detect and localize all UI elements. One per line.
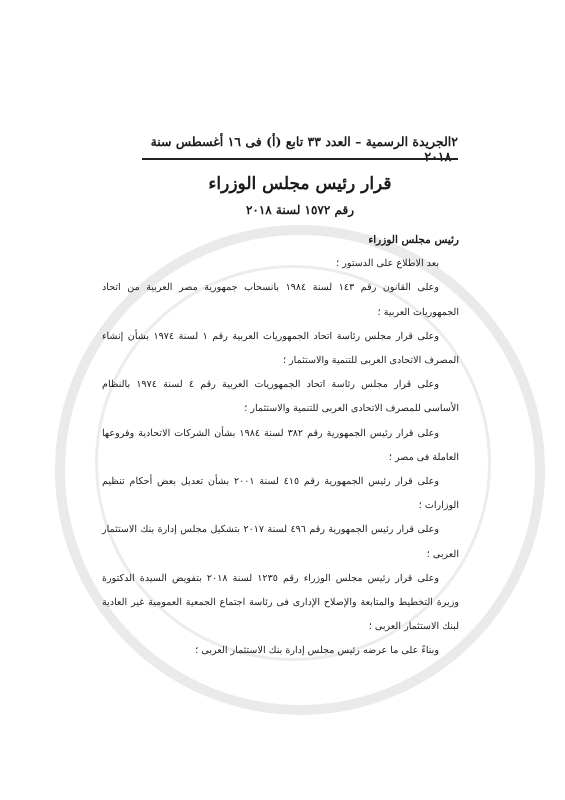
page-number: ٢ [451, 134, 458, 149]
body-paragraph: وعلى القانون رقم ١٤٣ لسنة ١٩٨٤ بانسحاب جمهورية مصر العربية من اتحاد الجمهوريات العربية ؛ [102, 282, 459, 318]
body-paragraph: وعلى قرار رئيس مجلس الوزراء رقم ١٢٣٥ لسنة ٢٠١٨ بتفويض السيدة الدكتورة وزيرة التخطيط والمتابعة والإصلاح الإدارى فى رئاسة اجتماع الجمعية العمومية غير العادية لبنك الاستثمار العربى ؛ [102, 572, 459, 633]
body-paragraph: وبناءً على ما عرضه رئيس مجلس إدارة بنك الاستثمار العربى ؛ [195, 645, 439, 657]
body-paragraph: وعلى قرار رئيس الجمهورية رقم ٤١٥ لسنة ٢٠٠١ بشأن تعديل بعض أحكام تنظيم الوزارات ؛ [102, 476, 459, 512]
body-paragraph: وعلى قرار مجلس رئاسة اتحاد الجمهوريات العربية رقم ٤ لسنة ١٩٧٤ بالنظام الأساسى للمصرف الاتحادى العربى للتنمية والاستثمار ؛ [102, 379, 459, 415]
gazette-issue-line: الجريدة الرسمية – العدد ٣٣ تابع (أ) فى ١٦ أغسطس سنة ٢٠١٨ [150, 134, 452, 164]
body-paragraph: وعلى قرار رئيس الجمهورية رقم ٣٨٢ لسنة ١٩٨٤ بشأن الشركات الاتحادية وفروعها العاملة فى مصر ؛ [102, 427, 459, 463]
decree-title: قرار رئيس مجلس الوزراء [208, 174, 392, 194]
body-paragraph: بعد الاطلاع على الدستور ؛ [336, 258, 439, 270]
body-paragraph: وعلى قرار مجلس رئاسة اتحاد الجمهوريات العربية رقم ١ لسنة ١٩٧٤ بشأن إنشاء المصرف الاتحادى العربى للتنمية والاستثمار ؛ [102, 330, 459, 367]
body-heading: رئيس مجلس الوزراء [368, 234, 459, 246]
decree-number: رقم ١٥٧٢ لسنة ٢٠١٨ [245, 203, 355, 217]
decree-body [102, 228, 459, 664]
header-divider [142, 158, 458, 160]
body-paragraph: وعلى قرار رئيس الجمهورية رقم ٤٩٦ لسنة ٢٠١٧ بتشكيل مجلس إدارة بنك الاستثمار العربى ؛ [102, 524, 459, 560]
